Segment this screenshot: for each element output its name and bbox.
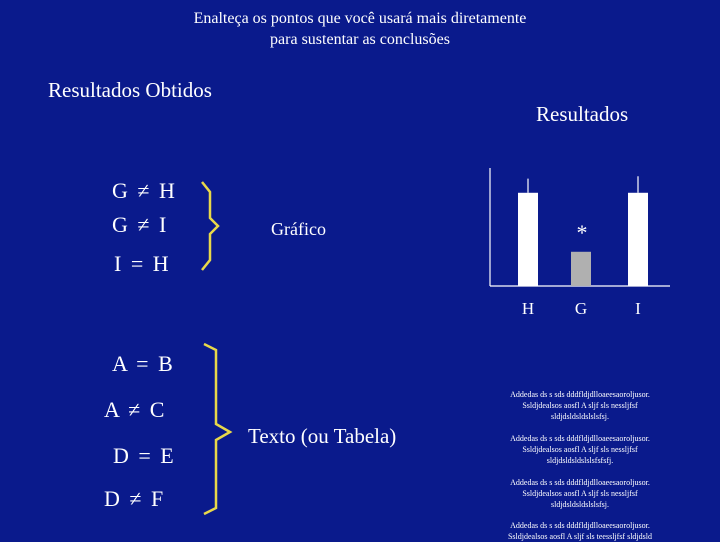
relation-i-eq-h: I = H: [114, 251, 171, 276]
paragraph-2: Addedas ds s sds dddfldjdlloaeesaoroljusor. Ssldjdealsos aosfl A sljf sls nessljfsf sldjdsldsldslslsfsfsfj.: [510, 434, 650, 465]
label-texto-tabela: Texto (ou Tabela): [248, 424, 397, 448]
relation-d-neq-f: D ≠ F: [104, 486, 166, 511]
left-heading: Resultados Obtidos: [48, 78, 212, 102]
x-tick-label-i: I: [635, 299, 641, 318]
x-tick-label-h: H: [521, 299, 535, 318]
label-grafico: Gráfico: [271, 219, 326, 239]
relation-g-neq-i: G ≠ I: [112, 212, 169, 237]
significance-asterisk: *: [576, 219, 588, 245]
relation-a-eq-b: A = B: [112, 351, 175, 376]
paragraph-1: Addedas ds s sds dddfldjdlloaeesaoroljusor. Ssldjdealsos aosfl A sljf sls nessljfsf sldjdsldsldslslsfsj.: [510, 390, 650, 421]
relation-a-neq-c: A ≠ C: [104, 397, 167, 422]
right-heading: Resultados: [536, 102, 629, 126]
relation-g-neq-h: G ≠ H: [112, 178, 177, 203]
brace-group1: [196, 178, 226, 274]
slide-title: [0, 8, 720, 50]
relation-d-eq-e: D = E: [113, 443, 176, 468]
brace-group2: [198, 340, 238, 520]
results-chart: [480, 160, 680, 330]
bar-g: [571, 252, 591, 286]
title-line-2: para sustentar as conclusões: [270, 31, 450, 48]
x-tick-label-g: G: [574, 299, 588, 318]
title-line-1: Enalteça os pontos que você usará mais diretamente: [193, 10, 527, 27]
bar-h: [518, 193, 538, 286]
paragraph-4: Addedas ds s sds dddfldjdlloaeesaoroljusor. Ssldjdealsos aosfl A sljf sls teessljfsf sldjdsld: [507, 521, 652, 541]
paragraph-3: Addedas ds s sds dddfldjdlloaeesaoroljusor. Ssldjdealsos aosfl A sljf sls nessljfsf sldjdsldsldslslsfsj.: [510, 478, 650, 509]
bar-i: [628, 193, 648, 286]
